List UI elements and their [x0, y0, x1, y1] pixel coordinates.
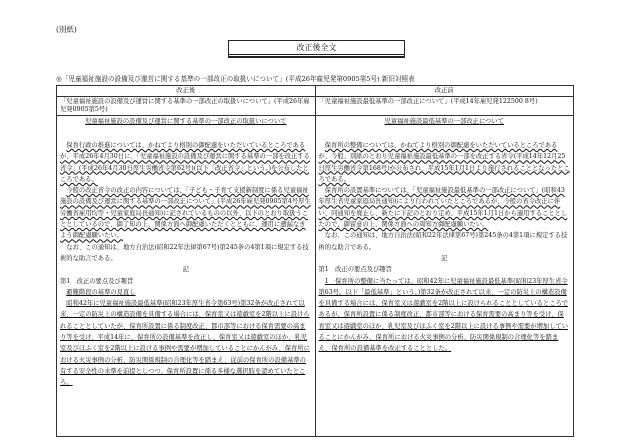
header-before: 改正前: [315, 86, 574, 97]
document-subtitle: ◎「児童福祉施設の設備及び運営に関する基準の一部改正の取扱いについて」(平成26年雇児発第0905第5号) 新旧対照表: [56, 75, 415, 83]
paragraph-3-after: なお、この通知は、地方自治法(昭和22年法律第67号)第245条の4第1項に規定する技術的な助言である。: [60, 243, 309, 262]
item-body-after: 昭和42年に児童福祉施設最低基準(昭和23年厚生省令第63号)第32条が改正されて以来、一定の防災上の構造設備を具備する場合には、保育室又は遊戯室を2階以上に設けられることとしていたが、保育所設置に係る制度改正、都市部等における保育需要の高まり等を受け、平成14年に、保育所の設備基準を改正し、保育室又は遊戯室のほか、乳児室及びほふく室を2階以上に設ける事例や需要が増加していることにかんがみ、保育所における火災事例の分析、防災関係規制の合理化等を踏まえ、従前の保育所の設備基準の有する安全性の水準を前提としつつ、保育所設置に係る多様な選択肢を認めていたところ。: [60, 300, 310, 387]
paragraph-1-after: 保育行政の推進については、かねてより格別の御配慮をいただいているところであるが、平成26年4月30日に、「児童福祉施設の設備及び運営に関する基準の一部を改正する省令」(平成26年4月30日厚生労働省令第62号)(以下「改正省令」という。)を公布したところである。: [60, 142, 310, 183]
content-title-before: 児童福祉施設最低基準の一部改正について: [384, 118, 504, 125]
ref-before: 「児童福祉施設最低基準の一部改正について」(平成14年雇児発122500 8号): [315, 97, 574, 116]
paragraph-3-before: なお、この通知は、地方自治法(昭和22年法律第67号)第245条の4第1項に規定する技術的な助言である。: [318, 232, 568, 251]
body-after: [57, 116, 316, 437]
section-1-before: 第1 改正の要点及び趣旨: [318, 266, 392, 274]
ref-after: 「児童福祉施設の設備及び運営に関する基準の一部改正の取扱いについて」(平成26年雇児発0905第5号): [57, 97, 316, 116]
document-title: 改正後全文: [228, 40, 405, 55]
item-title-after: 避難階段の基準の見直し: [66, 288, 136, 296]
body-before: [315, 116, 574, 437]
content-title-after: 児童福祉施設の設備及び運営に関する基準の一部改正の取扱いについて: [85, 118, 287, 125]
item-body-before: 1 保育所の整備に当たっては、昭和42年に児童福祉施設最低基準(昭和23年厚生省令第63号。以下「最低基準」という。)第32条が改正されて以来、一定の防災上の構造設備を具備する場合には、保育室又は遊戯室を2階以上に設けられることとしているところであるが、保育所設置に係る制度改正、都市部等における保育需要の高まり等を受け、保育室又は遊戯室のほか、乳児室及びほふく室を2階以上に設ける事例や需要が増加していることにかんがみ、保育所における火災事例の分析、防災関係規制の合理化等を踏まえ、保育所の設備基準を改正することとした。: [318, 277, 569, 353]
annex-label: (別紙): [56, 25, 77, 34]
paragraph-2-before: 保育所の設置基準については、「児童福祉施設最低基準の一部改正について」(昭和43年厚生省児童家庭局長通知)により行われていたところであるが、今般の省令改正に伴い、同通知を廃止し、新たに下記のとおり定め、平成15年1月1日から適用することとしたので、御留意の上、関係方面への周知方御配慮願いたい。: [318, 187, 568, 229]
ki-after: 記: [182, 266, 189, 274]
header-after: 改正後: [57, 86, 316, 97]
section-1-after: 第1 改正の要点及び趣旨: [60, 277, 134, 285]
paragraph-2-after: 今般の改正省令の改正の内容については、「子ども・子育て支援新制度に係る児童福祉施設の設備及び運営に関する基準の一部改正について」(平成26年雇児発0905第4号厚生労働省雇用均等・児童家庭局長通知)に記されているものの以外、以下のとおり取扱うこととしているので、御了知の上、関係方面へ御配慮いただくとともに、運用に遺漏なきよう御配慮願いたい。: [60, 187, 311, 240]
comparison-table: [56, 85, 574, 437]
paragraph-1-before: 保育所の整備については、かねてより格別の御配慮をいただいているところであるが、今般、別紙のとおり児童福祉施設最低基準の一部を改正する省令(平成14年12月25日厚生労働省令第168号)が公布され、平成15年1月1日より施行されることとなったところである。: [318, 142, 570, 183]
ki-before: 記: [441, 254, 448, 262]
